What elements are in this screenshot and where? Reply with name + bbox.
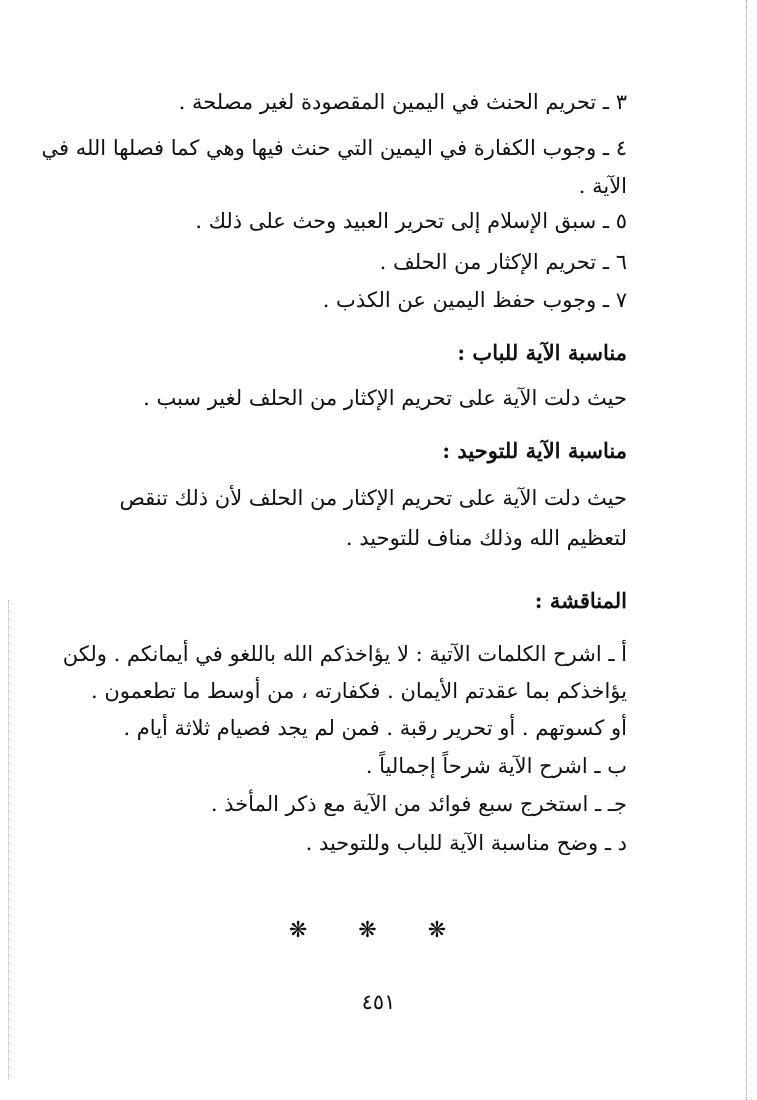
discussion-question-d: د ـ وضح مناسبة الآية للباب وللتوحيد .	[305, 831, 627, 855]
list-item-3: ٣ ـ تحريم الحنث في اليمين المقصودة لغير مصلحة .	[178, 90, 627, 114]
discussion-question-a: أ ـ اشرح الكلمات الآتية : لا يؤاخذكم الله باللغو في أيمانكم . ولكن	[62, 642, 627, 666]
tawheed-relevance-heading: مناسبة الآية للتوحيد :	[442, 438, 627, 463]
chapter-relevance-text: حيث دلت الآية على تحريم الإكثار من الحلف لغير سبب .	[143, 386, 627, 410]
discussion-question-a-line-2: يؤاخذكم بما عقدتم الأيمان . فكفارته ، من أوسط ما تطعمون .	[91, 679, 627, 703]
discussion-question-c: جـ ـ استخرج سبع فوائد من الآية مع ذكر المأخذ .	[210, 792, 627, 816]
page-number: ٤٥١	[361, 990, 396, 1014]
list-item-7: ٧ ـ وجوب حفظ اليمين عن الكذب .	[322, 288, 627, 312]
list-item-5: ٥ ـ سبق الإسلام إلى تحرير العبيد وحث على ذلك .	[195, 209, 627, 233]
section-separator-stars: ❋ ❋ ❋	[288, 918, 469, 943]
discussion-heading: المناقشة :	[534, 588, 627, 613]
tawheed-relevance-line-1: حيث دلت الآية على تحريم الإكثار من الحلف لأن ذلك تنقص	[119, 486, 627, 510]
list-item-4-continuation: الآية .	[578, 174, 627, 198]
discussion-question-a-line-3: أو كسوتهم . أو تحرير رقبة . فمن لم يجد فصيام ثلاثة أيام .	[123, 716, 627, 740]
discussion-question-b: ب ـ اشرح الآية شرحاً إجمالياً .	[365, 754, 627, 778]
chapter-relevance-heading: مناسبة الآية للباب :	[457, 340, 627, 365]
list-item-6: ٦ ـ تحريم الإكثار من الحلف .	[379, 250, 627, 274]
tawheed-relevance-line-2: لتعظيم الله وذلك مناف للتوحيد .	[345, 526, 627, 550]
list-item-4: ٤ ـ وجوب الكفارة في اليمين التي حنث فيها وهي كما فصلها الله في	[41, 136, 627, 160]
